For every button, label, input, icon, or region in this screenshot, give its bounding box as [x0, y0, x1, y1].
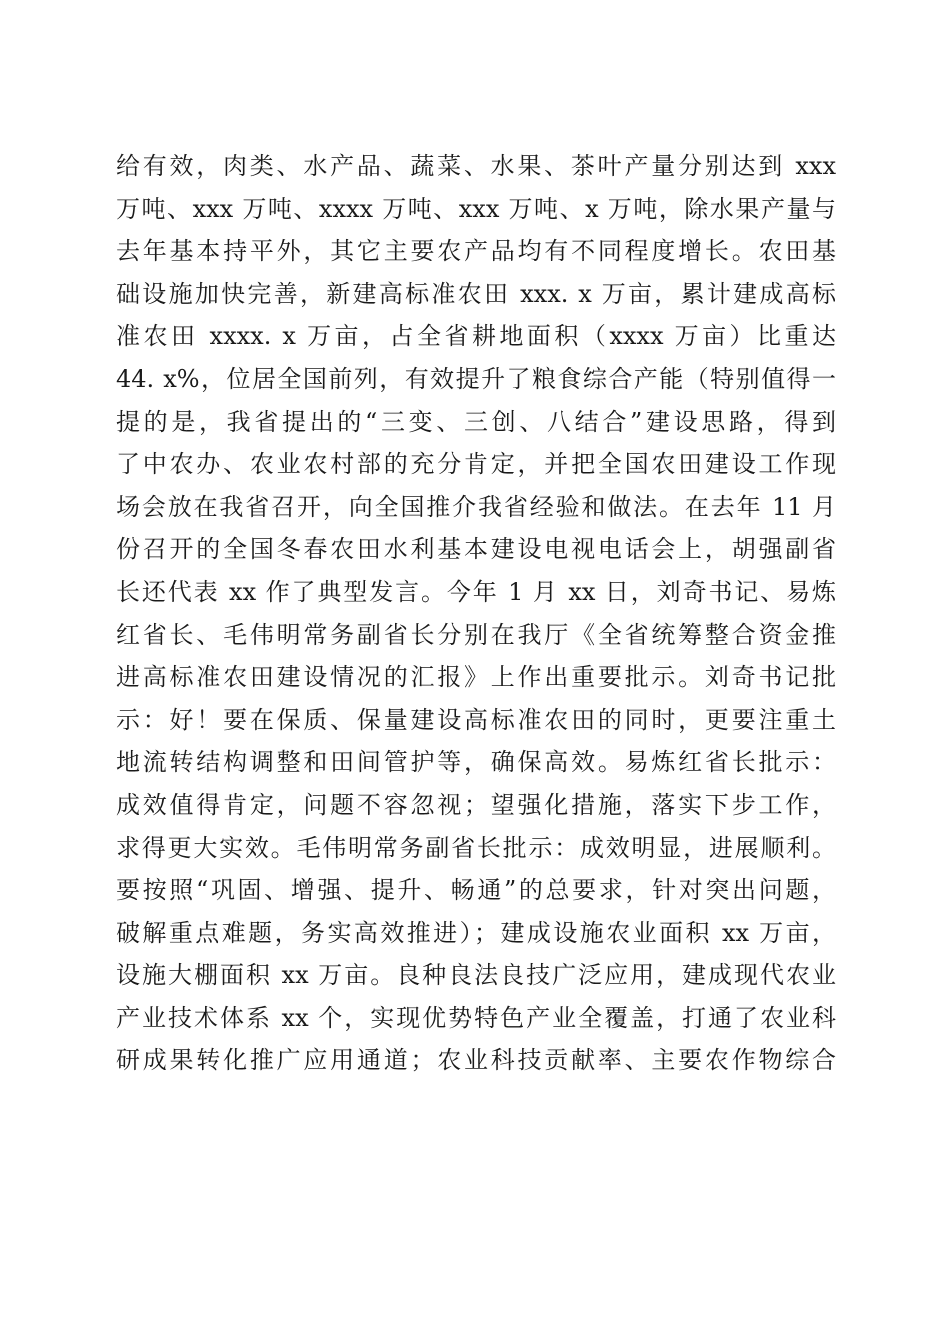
body-paragraph [116, 145, 836, 1082]
text-line: 破解重点难题，务实高效推进）；建成设施农业面积 xx 万亩， [116, 918, 836, 947]
text-line: 了中农办、农业农村部的充分肯定，并把全国农田建设工作现 [116, 450, 836, 479]
text-line: 红省长、毛伟明常务副省长分别在我厅《全省统筹整合资金推 [116, 620, 836, 649]
text-line: 求得更大实效。毛伟明常务副省长批示：成效明显，进展顺利。 [116, 833, 836, 862]
text-line: 示：好！要在保质、保量建设高标准农田的同时，更要注重土 [116, 705, 836, 734]
text-line: 去年基本持平外，其它主要农产品均有不同程度增长。农田基 [116, 237, 836, 266]
text-line: 础设施加快完善，新建高标准农田 xxx. x 万亩，累计建成高标 [116, 279, 836, 308]
text-line: 产业技术体系 xx 个，实现优势特色产业全覆盖，打通了农业科 [116, 1003, 836, 1032]
text-line: 准农田 xxxx. x 万亩，占全省耕地面积（xxxx 万亩）比重达 [116, 322, 836, 351]
text-line: 设施大棚面积 xx 万亩。良种良法良技广泛应用，建成现代农业 [116, 961, 836, 990]
text-line: 进高标准农田建设情况的汇报》上作出重要批示。刘奇书记批 [116, 663, 836, 692]
text-line: 场会放在我省召开，向全国推介我省经验和做法。在去年 11 月 [116, 492, 836, 521]
text-line: 长还代表 xx 作了典型发言。今年 1 月 xx 日，刘奇书记、易炼 [116, 577, 836, 606]
text-line: 地流转结构调整和田间管护等，确保高效。易炼红省长批示： [116, 748, 836, 777]
text-line: 研成果转化推广应用通道；农业科技贡献率、主要农作物综合 [116, 1046, 836, 1075]
text-line: 成效值得肯定，问题不容忽视；望强化措施，落实下步工作， [116, 790, 836, 819]
text-line: 要按照“巩固、增强、提升、畅通”的总要求，针对突出问题， [116, 876, 836, 905]
text-line: 份召开的全国冬春农田水利基本建设电视电话会上，胡强副省 [116, 535, 836, 564]
text-line: 44. x%，位居全国前列，有效提升了粮食综合产能（特别值得一 [116, 364, 836, 393]
text-line: 给有效，肉类、水产品、蔬菜、水果、茶叶产量分别达到 xxx [116, 152, 836, 180]
text-line: 万吨、xxx 万吨、xxxx 万吨、xxx 万吨、x 万吨，除水果产量与 [116, 194, 836, 223]
text-line: 提的是，我省提出的“三变、三创、八结合”建设思路，得到 [116, 407, 836, 436]
